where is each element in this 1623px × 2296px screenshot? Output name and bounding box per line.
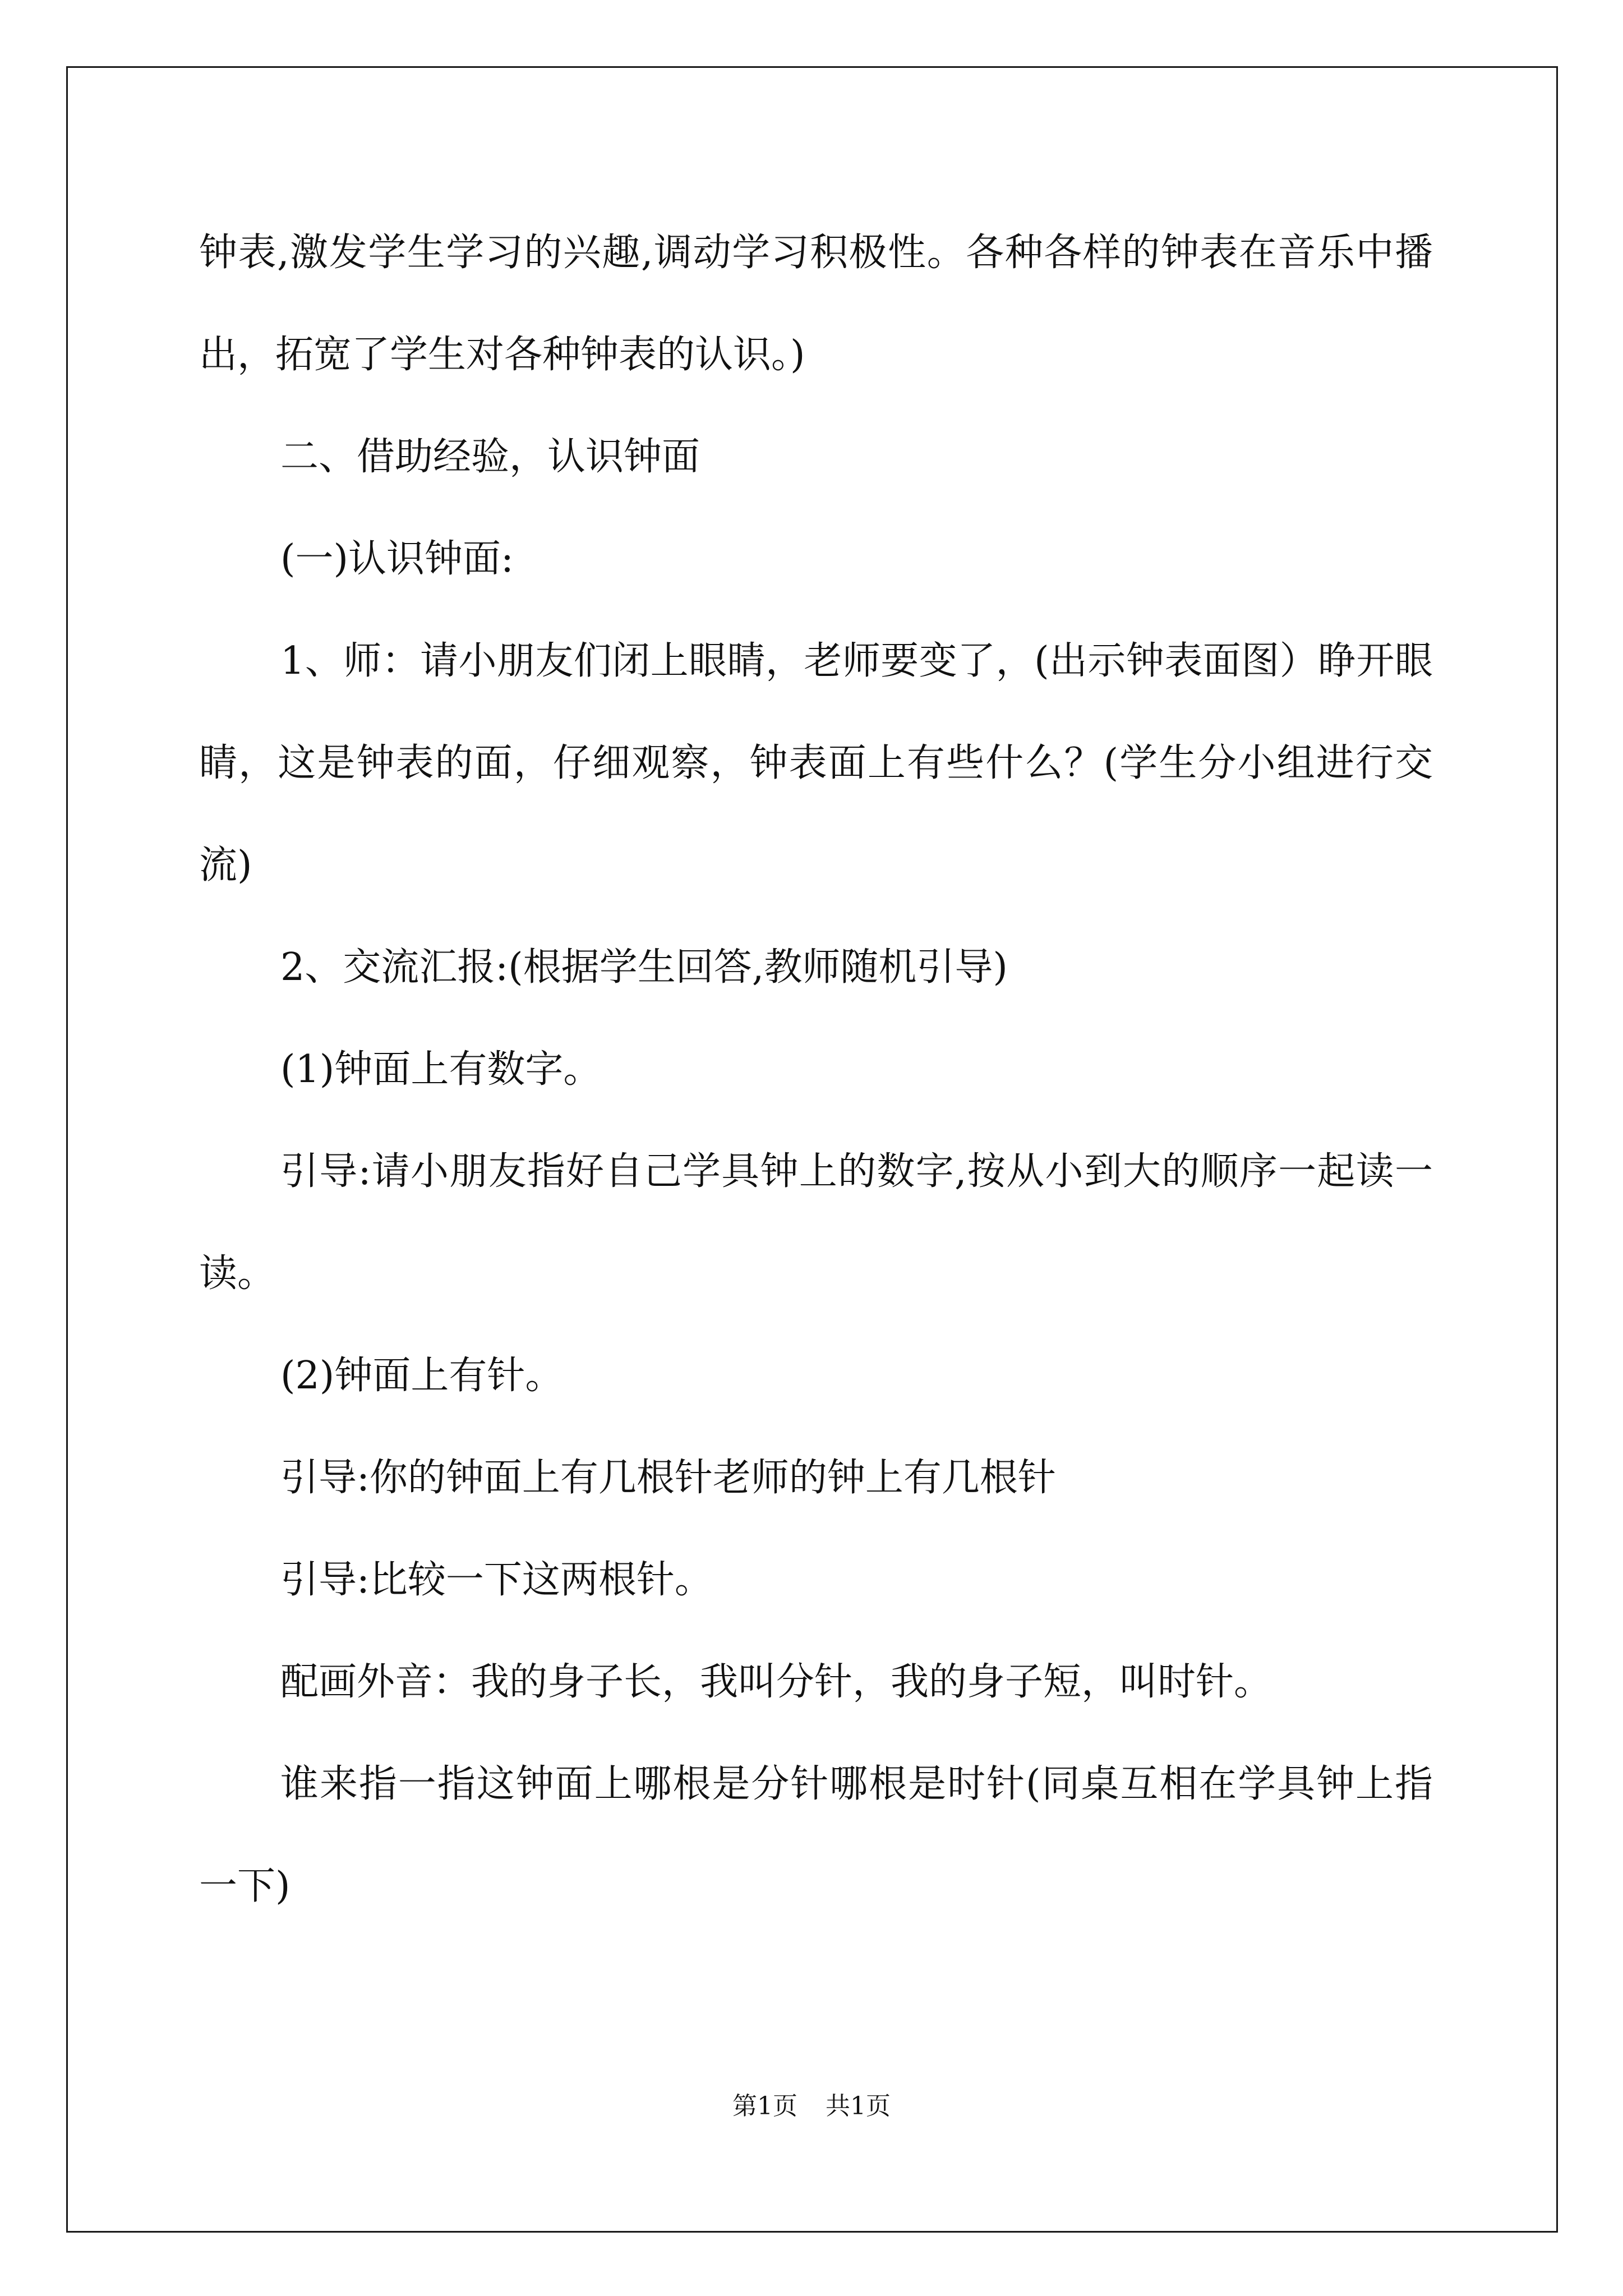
page-footer [0,2086,1623,2122]
paragraph: 谁来指一指这钟面上哪根是分针哪根是时针(同桌互相在学具钟上指一下) [199,1762,1433,1908]
paragraph: 2、交流汇报:(根据学生回答,教师随机引导) [280,945,1008,990]
paragraph: 1、师：请小朋友们闭上眼睛，老师要变了，(出示钟表面图）睁开眼睛，这是钟表的面，仔细观察，钟表面上有些什么？(学生分小组进行交流) [199,639,1433,887]
page-number-current: 第1页 [732,2092,797,2120]
page-number-total: 共1页 [826,2092,891,2120]
list-item: (2)钟面上有针。 [280,1354,564,1398]
paragraph: 引导:你的钟面上有几根针老师的钟上有几根针 [280,1456,1056,1500]
paragraph: 引导:请小朋友指好自己学具钟上的数字,按从小到大的顺序一起读一读。 [199,1149,1433,1296]
paragraph: 配画外音：我的身子长，我叫分针，我的身子短，叫时针。 [280,1660,1272,1704]
document-body [199,202,1433,1938]
paragraph: 引导:比较一下这两根针。 [280,1558,713,1602]
paragraph-continuation: 钟表,激发学生学习的兴趣,调动学习积极性。各种各样的钟表在音乐中播出，拓宽了学生对各种钟表的认识。) [199,231,1433,377]
subsection-heading: (一)认识钟面: [280,537,514,581]
list-item: (1)钟面上有数字。 [280,1047,602,1092]
section-heading: 二、借助经验，认识钟面 [280,435,700,479]
